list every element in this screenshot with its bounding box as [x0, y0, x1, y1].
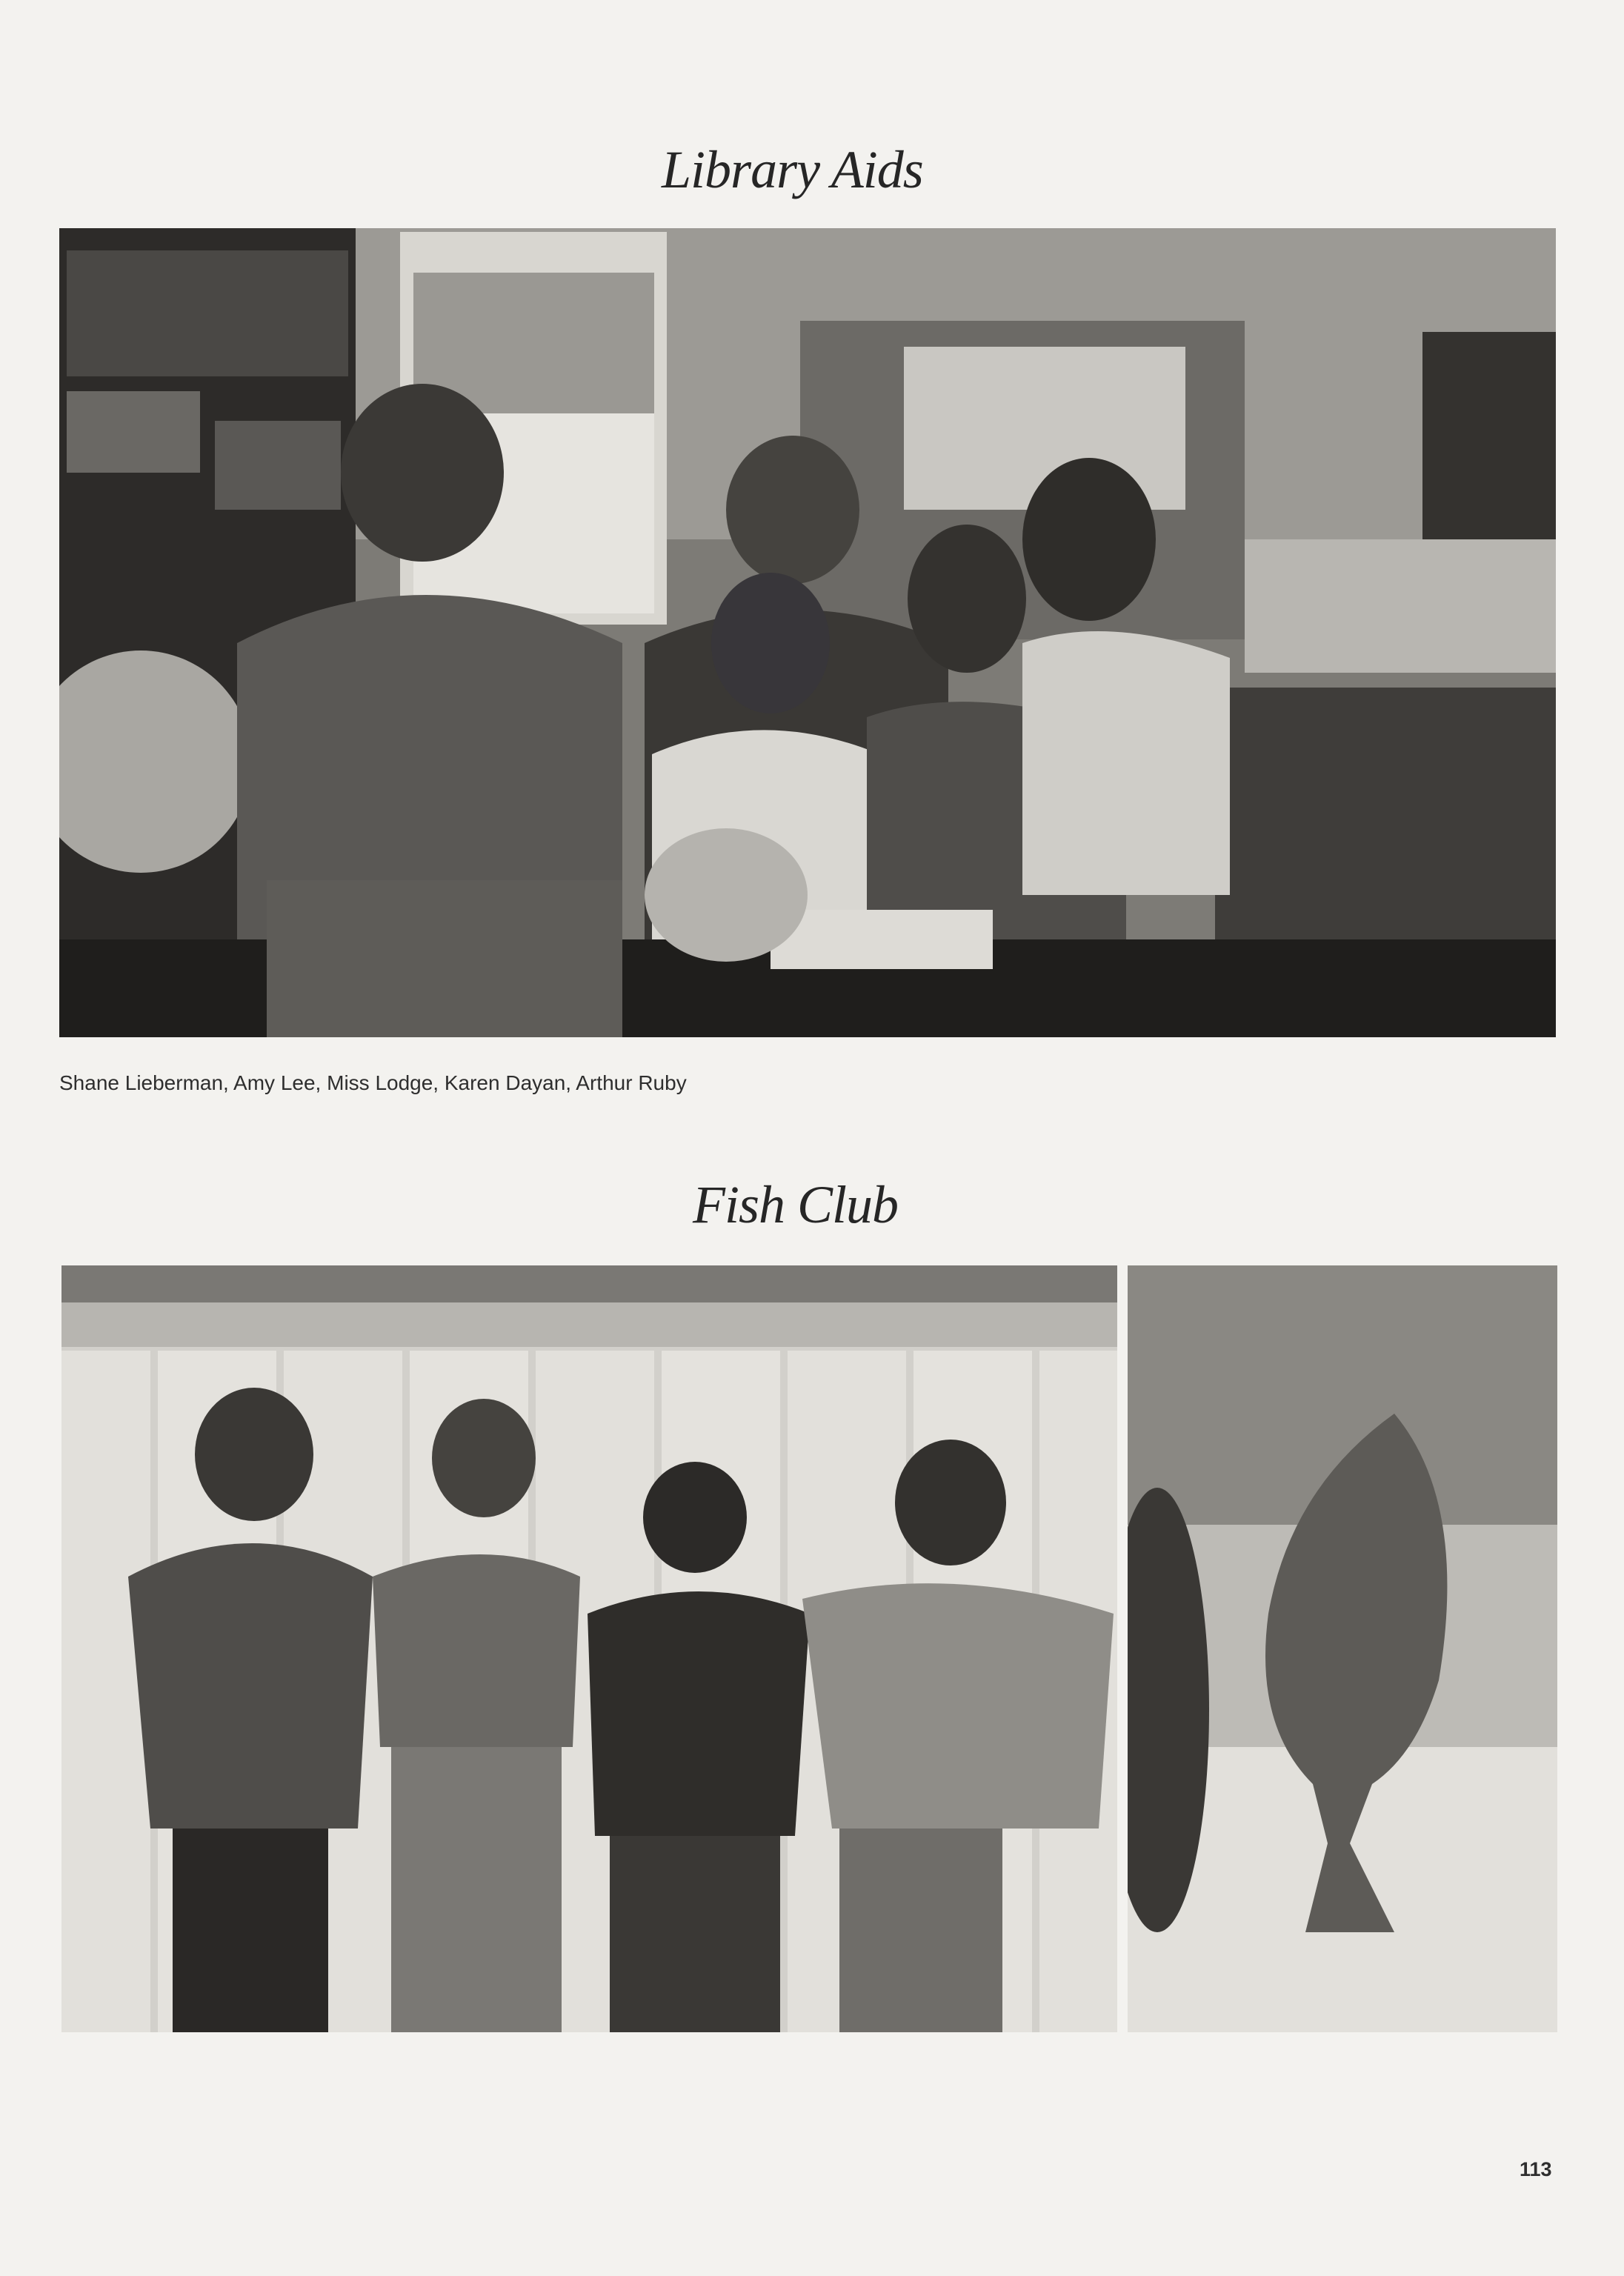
fish-club-group-photo	[61, 1265, 1117, 2032]
library-aids-caption: Shane Lieberman, Amy Lee, Miss Lodge, Karen Dayan, Arthur Ruby	[59, 1071, 687, 1094]
section-title-library-aids: Library Aids	[662, 140, 923, 199]
section-title-fish-club: Fish Club	[693, 1175, 899, 1234]
library-aids-group-photo	[59, 228, 1556, 1037]
fish-tank-photo	[1128, 1265, 1557, 2032]
page-number: 113	[1520, 2158, 1552, 2180]
